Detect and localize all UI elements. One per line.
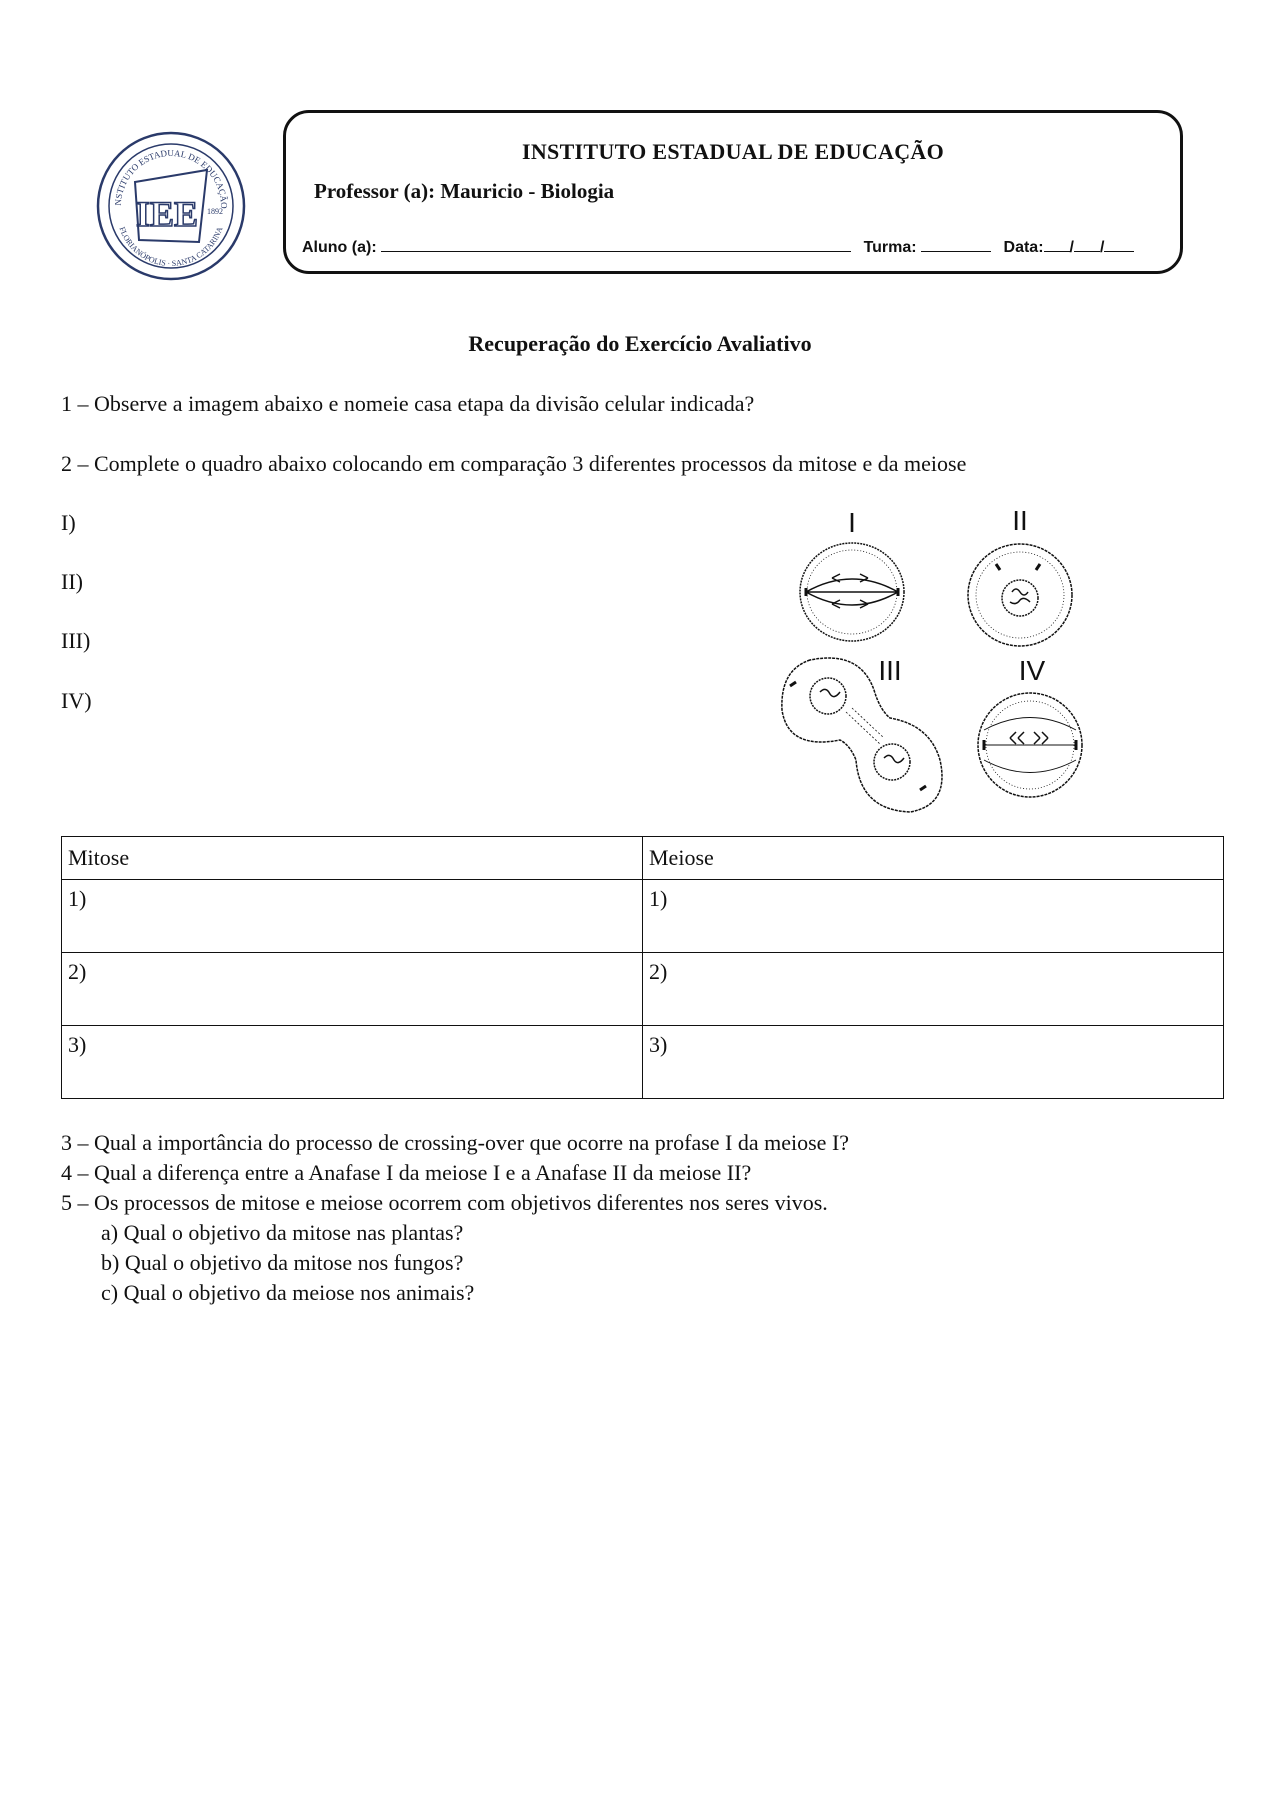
turma-blank[interactable] — [921, 237, 991, 252]
cell-metaphase-drawing — [800, 543, 904, 641]
question-3: 3 – Qual a importância do processo de crossing-over que ocorre na profase I da meiose I? — [61, 1130, 850, 1155]
question-list — [61, 1128, 849, 1308]
table-header-row — [62, 837, 1224, 880]
mitose-cell-3[interactable]: 3) — [62, 1026, 643, 1099]
header-meiose: Meiose — [643, 837, 1224, 880]
aluno-label: Aluno (a): — [302, 239, 377, 256]
answer-label-3: III) — [61, 628, 91, 653]
school-name: INSTITUTO ESTADUAL DE EDUCAÇÃO — [521, 139, 944, 164]
school-seal-logo — [95, 130, 247, 282]
question-5b: b) Qual o objetivo da mitose nos fungos? — [101, 1250, 464, 1275]
date-day-blank[interactable] — [1044, 237, 1070, 252]
question-5a: a) Qual o objetivo da mitose nas plantas? — [101, 1220, 464, 1245]
mitose-cell-2[interactable]: 2) — [62, 953, 643, 1026]
svg-text:1892: 1892 — [207, 207, 223, 216]
meiose-cell-2[interactable]: 2) — [643, 953, 1224, 1026]
meiose-cell-1[interactable]: 1) — [643, 880, 1224, 953]
answer-label-4: IV) — [61, 688, 92, 713]
table-row — [62, 880, 1224, 953]
data-label: Data: — [1003, 239, 1044, 256]
professor-line: Professor (a): Mauricio - Biologia — [314, 179, 615, 203]
cell-prophase-drawing — [968, 544, 1072, 646]
question-5c: c) Qual o objetivo da meiose nos animais? — [101, 1280, 475, 1305]
question-5: 5 – Os processos de mitose e meiose ocorrem com objetivos diferentes nos seres vivos. — [61, 1190, 828, 1215]
aluno-blank[interactable] — [381, 237, 851, 252]
figure-label-1: I — [848, 507, 856, 538]
comparison-table — [61, 836, 1224, 1099]
question-4: 4 – Qual a diferença entre a Anafase I da meiose I e a Anafase II da meiose II? — [61, 1160, 752, 1185]
svg-text:INSTITUTO ESTADUAL DE EDUCAÇÃO: NSTITUTO ESTADUAL DE EDUCAÇÃO — [112, 147, 230, 209]
figure-label-3: III — [878, 655, 902, 686]
figure-label-4: IV — [1018, 655, 1046, 686]
meiose-cell-3[interactable]: 3) — [643, 1026, 1224, 1099]
table-row — [62, 953, 1224, 1026]
answer-label-1: I) — [61, 510, 76, 535]
page-title: Recuperação do Exercício Avaliativo — [468, 331, 812, 356]
header-box — [283, 110, 1183, 274]
date-separator: / — [1099, 239, 1105, 256]
cell-telophase-drawing — [782, 658, 942, 812]
question-2: 2 – Complete o quadro abaixo colocando em comparação 3 diferentes processos da mitose e da meiose — [61, 451, 967, 476]
answer-label-2: II) — [61, 569, 83, 594]
date-separator: / — [1069, 239, 1074, 256]
figure-label-2: II — [1012, 505, 1028, 536]
date-year-blank[interactable] — [1104, 237, 1134, 252]
turma-label: Turma: — [863, 239, 917, 256]
date-month-blank[interactable] — [1074, 237, 1100, 252]
cell-anaphase-drawing — [978, 693, 1082, 797]
svg-text:IEE: IEE — [135, 194, 199, 234]
student-info-row — [302, 237, 1134, 257]
question-1: 1 – Observe a imagem abaixo e nomeie casa etapa da divisão celular indicada? — [61, 391, 755, 416]
svg-text:FLORIANÓPOLIS · SANTA CATARINA: FLORIANÓPOLIS · SANTA CATARINA — [117, 225, 225, 269]
header-mitose: Mitose — [62, 837, 643, 880]
table-row — [62, 1026, 1224, 1099]
cell-division-figure — [770, 500, 1100, 820]
mitose-cell-1[interactable]: 1) — [62, 880, 643, 953]
